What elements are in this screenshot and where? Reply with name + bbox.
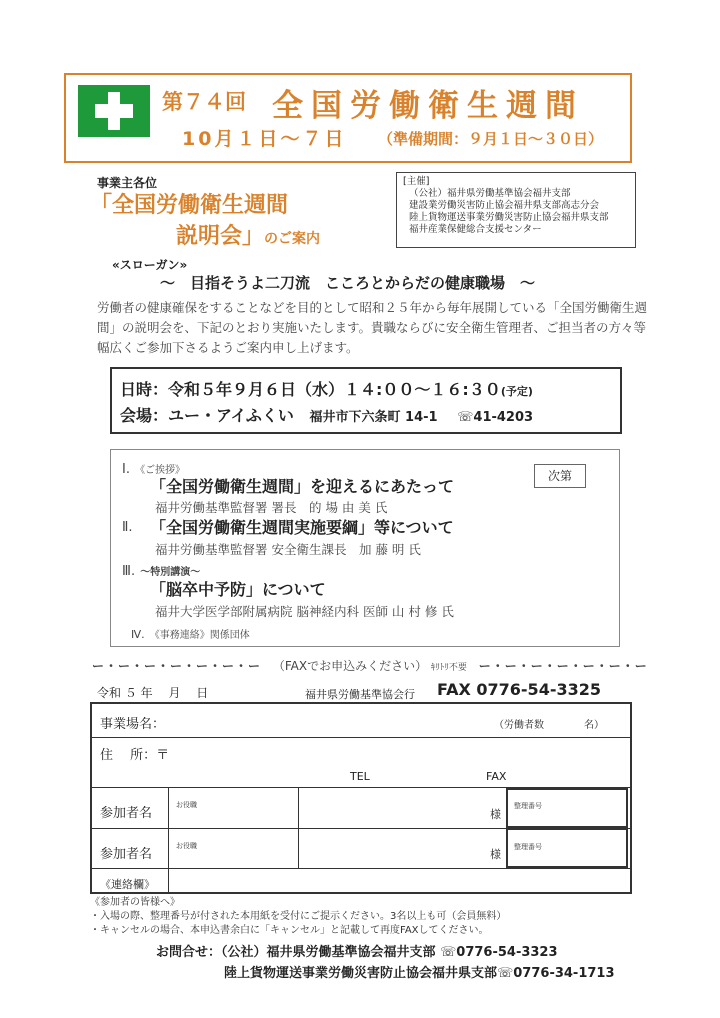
addressee: 事業主各位 [97, 176, 158, 190]
contact-line: 陸上貨物運送事業労働災害防止協会福井県支部☏0776-34-1713 [224, 966, 615, 981]
note-line: ・キャンセルの場合、本申込書余白に「キャンセル」と記載して再度FAXしてください。 [90, 925, 489, 936]
item-note: 《ご挨拶》 [135, 465, 186, 476]
item-speaker: 福井労働基準監督署 署長 的 場 由 美 氏 [155, 500, 388, 515]
dashes-right: ー・ー・ー・ー・ー・ー・ー [478, 659, 648, 673]
application-form [90, 702, 632, 894]
reg-no-label: 整理番号 [514, 843, 542, 851]
item-speaker: 福井大学医学部附属病院 脳神経内科 医師 山 村 修 氏 [155, 604, 454, 619]
prep-period: （準備期間：９月１日～３０日） [378, 130, 604, 148]
position-label: お役職 [176, 842, 197, 850]
form-recipient: 福井県労働基準協会行 [305, 688, 415, 701]
sponsor-line: 福井産業保健総合支援センター [409, 224, 542, 235]
participant-label: 参加者名 [100, 847, 153, 862]
venue-name: 会場：ユー・アイふくい [120, 406, 294, 425]
item-note: ～特別講演～ [140, 567, 201, 578]
cut-line [92, 657, 648, 674]
item-number: Ⅲ. [122, 564, 136, 579]
contact-line: お問合せ：（公社）福井県労働基準協会福井支部 ☏0776-54-3323 [156, 945, 558, 960]
workers-label: （労働者数 名） [494, 720, 604, 731]
item-title: 「全国労働衛生週間実施要綱」等について [150, 518, 454, 537]
event-datetime [120, 377, 533, 400]
slogan: ～ 目指そうよ二刀流 こころとからだの健康職場 ～ [160, 274, 536, 292]
title-line2-main: 説明会」 [176, 224, 265, 249]
item-title: 「脳卒中予防」について [150, 580, 326, 599]
edition: 第７４回 [162, 90, 246, 114]
item-number: Ⅳ. [131, 628, 145, 641]
cut-line-text: （FAXでお申込みください） [272, 659, 428, 673]
position-label: お役職 [176, 801, 197, 809]
fax-label: FAX [486, 770, 507, 783]
item-note: 《事務連絡》関係団体 [149, 630, 250, 641]
sponsor-box [396, 172, 636, 248]
program-item [131, 623, 250, 642]
event-venue [120, 403, 533, 426]
form-fax-number: FAX 0776-54-3325 [437, 680, 601, 699]
venue-phone: ☏41-4203 [457, 410, 534, 425]
form-date: 令和 ５ 年 月 日 [97, 686, 209, 700]
form-rule [92, 737, 630, 738]
venue-address: 福井市下六条町 14-1 [309, 410, 438, 425]
item-number: Ⅰ. [122, 462, 130, 477]
honorific: 様 [490, 848, 501, 861]
item-number: Ⅱ. [122, 520, 133, 535]
sponsor-heading: [主催] [403, 176, 430, 187]
reg-no-label: 整理番号 [514, 802, 542, 810]
program-item [122, 516, 133, 535]
item-title: 「全国労働衛生週間」を迎えるにあたって [150, 477, 455, 496]
notes [90, 896, 506, 938]
form-rule [92, 868, 630, 869]
sponsor-line: （公社）福井県労働基準協会福井支部 [409, 188, 571, 199]
slogan-label: «スローガン» [112, 258, 188, 272]
event-dates: 10月１日～７日 [182, 128, 347, 150]
form-rule [298, 788, 299, 868]
sponsor-line: 陸上貨物運送事業労働災害防止協会福井県支部 [409, 212, 609, 223]
datetime-note: (予定) [500, 385, 533, 398]
item-speaker: 福井労働基準監督署 安全衛生課長 加 藤 明 氏 [155, 542, 421, 557]
dashes-left: ー・ー・ー・ー・ー・ー・ー [92, 659, 262, 673]
cut-line-note: ｷﾘﾄﾘ不要 [430, 663, 467, 673]
cross-horizontal [95, 104, 133, 118]
sponsor-line: 建設業労働災害防止協会福井県支部高志分会 [409, 200, 600, 211]
doc-title-line2 [176, 219, 320, 250]
tel-label: TEL [350, 770, 370, 783]
participant-label: 参加者名 [100, 806, 153, 821]
form-rule [168, 788, 169, 892]
program-tag: 次第 [534, 464, 586, 488]
event-title: 全国労働衛生週間 [272, 88, 584, 124]
doc-title-line1: 「全国労働衛生週間 [90, 193, 289, 218]
title-line2-suffix: のご案内 [264, 231, 321, 247]
contact-column: 《連絡欄》 [100, 878, 155, 891]
company-label: 事業場名： [100, 717, 166, 732]
datetime-text: 日時：令和５年９月６日（水）１４:００～１６:３０ [120, 380, 501, 399]
honorific: 様 [490, 808, 501, 821]
note-line: ・入場の際、整理番号が付された本用紙を受付にご提示ください。3名以上も可（会員無料） [90, 911, 507, 922]
intro-text: 労働者の健康確保をすることなどを目的として昭和２５年から毎年展開している「全国労働衛生週間」の説明会を、下記のとおり実施いたします。貴職ならびに安全衛生管理者、ご担当者の方々等幅広くご参加下さるようご案内申し上げます。 [97, 300, 648, 355]
address-label: 住 所：〒 [100, 748, 170, 763]
note-line: 《参加者の皆様へ》 [90, 897, 180, 908]
